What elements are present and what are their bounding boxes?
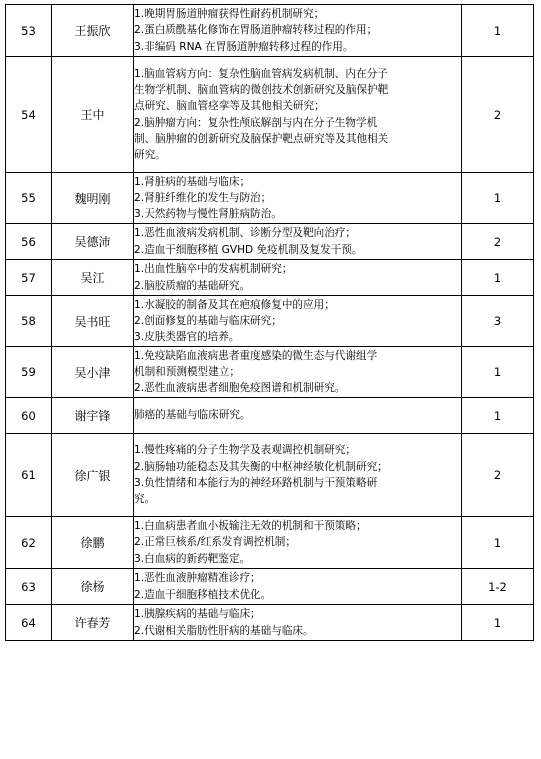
row-number: 59: [6, 347, 52, 398]
research-direction-line: 2.造血干细胞移植 GVHD 免疫机制及复发干预。: [134, 243, 363, 256]
research-direction-line: 3.皮肤类器官的培养。: [134, 331, 240, 344]
table-row: [6, 296, 534, 347]
research-direction-line: 3.天然药物与慢性肾脏病防治。: [134, 208, 282, 221]
research-direction-line: 2.脑胶质瘤的基础研究。: [134, 279, 251, 292]
research-direction-line: 1.水凝胶的制备及其在疤痕修复中的应用；: [134, 298, 335, 311]
table-row: [6, 173, 534, 224]
row-number: 64: [6, 605, 52, 641]
enrollment-quota: 2: [462, 224, 534, 260]
research-direction-line: 2.脑肿瘤方向：复杂性颅底解剖与内在分子生物学机: [134, 116, 378, 129]
enrollment-quota: 1: [462, 5, 534, 57]
table-row: [6, 517, 534, 569]
research-direction-line: 究。: [134, 493, 156, 506]
research-direction-line: 肺癌的基础与临床研究。: [134, 409, 251, 422]
research-direction-line: 2.正常巨核系/红系发育调控机制；: [134, 536, 296, 549]
row-number: 62: [6, 517, 52, 569]
research-directions: [134, 398, 462, 434]
enrollment-quota: 2: [462, 57, 534, 173]
research-direction-line: 制、脑肿瘤的创新研究及脑保护靶点研究等及其他相关: [134, 132, 389, 145]
research-direction-line: 研究。: [134, 149, 166, 162]
research-direction-line: 1.恶性血液肿瘤精准诊疗；: [134, 572, 261, 585]
enrollment-quota: 1: [462, 260, 534, 296]
row-number: 58: [6, 296, 52, 347]
research-direction-line: 1.脑血管病方向：复杂性脑血管病发病机制、内在分子: [134, 67, 388, 80]
research-directions: [134, 5, 462, 57]
row-number: 55: [6, 173, 52, 224]
row-number: 61: [6, 434, 52, 517]
research-direction-line: 1.白血病患者血小板输注无效的机制和干预策略；: [134, 520, 367, 533]
tutor-name: 王中: [52, 57, 134, 173]
enrollment-quota: 1: [462, 398, 534, 434]
research-directions: [134, 296, 462, 347]
research-direction-line: 2.恶性血液病患者细胞免疫图谱和机制研究。: [134, 382, 346, 395]
enrollment-quota: 1: [462, 605, 534, 641]
research-direction-line: 1.胰腺疾病的基础与临床；: [134, 608, 261, 621]
research-direction-line: 2.脑肠轴功能稳态及其失衡的中枢神经敏化机制研究；: [134, 460, 388, 473]
tutor-table-body: [6, 5, 534, 641]
table-row: [6, 260, 534, 296]
table-row: [6, 434, 534, 517]
table-row: [6, 347, 534, 398]
table-row: [6, 5, 534, 57]
research-directions: [134, 260, 462, 296]
table-row: [6, 605, 534, 641]
research-direction-line: 点研究、脑血管痉挛等及其他相关研究；: [134, 100, 325, 113]
tutor-name: 徐杨: [52, 569, 134, 605]
research-direction-line: 2.代谢相关脂肪性肝病的基础与临床。: [134, 624, 314, 637]
enrollment-quota: 1: [462, 173, 534, 224]
enrollment-quota: 1: [462, 347, 534, 398]
table-row: [6, 569, 534, 605]
research-directions: [134, 569, 462, 605]
row-number: 60: [6, 398, 52, 434]
tutor-name: 王振欣: [52, 5, 134, 57]
research-direction-line: 1.免疫缺陷血液病患者重度感染的微生态与代谢组学: [134, 349, 378, 362]
enrollment-quota: 1-2: [462, 569, 534, 605]
enrollment-quota: 3: [462, 296, 534, 347]
tutor-name: 吴小津: [52, 347, 134, 398]
tutor-name: 吴德沛: [52, 224, 134, 260]
research-direction-line: 2.蛋白质酰基化修饰在胃肠道肿瘤转移过程的作用；: [134, 24, 378, 37]
enrollment-quota: 2: [462, 434, 534, 517]
row-number: 56: [6, 224, 52, 260]
tutor-name: 许春芳: [52, 605, 134, 641]
research-direction-line: 3.负性情绪和本能行为的神经环路机制与干预策略研: [134, 477, 378, 489]
enrollment-quota: 1: [462, 517, 534, 569]
research-direction-line: 2.造血干细胞移植技术优化。: [134, 588, 272, 601]
research-directions: [134, 57, 462, 173]
research-direction-line: 2.创面修复的基础与临床研究；: [134, 314, 282, 327]
research-direction-line: 2.肾脏纤维化的发生与防治；: [134, 191, 272, 204]
tutor-table: [5, 4, 534, 641]
research-direction-line: 1.肾脏病的基础与临床；: [134, 175, 251, 188]
research-direction-line: 1.慢性疼痛的分子生物学及表观调控机制研究；: [134, 444, 356, 457]
research-direction-line: 3.白血病的新药靶鉴定。: [134, 552, 251, 565]
research-direction-line: 1.出血性脑卒中的发病机制研究；: [134, 263, 293, 276]
tutor-name: 吴书旺: [52, 296, 134, 347]
research-directions: [134, 224, 462, 260]
research-directions: [134, 605, 462, 641]
row-number: 54: [6, 57, 52, 173]
research-direction-line: 生物学机制、脑血管病的微创技术创新研究及脑保护靶: [134, 83, 389, 96]
research-directions: [134, 517, 462, 569]
research-direction-line: 3.非编码 RNA 在胃肠道肿瘤转移过程的作用。: [134, 40, 354, 53]
research-direction-line: 1.恶性血液病发病机制、诊断分型及靶向治疗；: [134, 227, 356, 240]
research-directions: [134, 434, 462, 517]
row-number: 63: [6, 569, 52, 605]
tutor-name: 谢宇锋: [52, 398, 134, 434]
table-row: [6, 398, 534, 434]
tutor-name: 徐广银: [52, 434, 134, 517]
research-direction-line: 1.晚期胃肠道肿瘤获得性耐药机制研究；: [134, 8, 325, 21]
table-row: [6, 224, 534, 260]
tutor-name: 徐鹏: [52, 517, 134, 569]
tutor-name: 魏明刚: [52, 173, 134, 224]
table-row: [6, 57, 534, 173]
research-directions: [134, 347, 462, 398]
tutor-name: 吴江: [52, 260, 134, 296]
research-direction-line: 机制和预测模型建立；: [134, 365, 240, 378]
row-number: 53: [6, 5, 52, 57]
research-directions: [134, 173, 462, 224]
row-number: 57: [6, 260, 52, 296]
